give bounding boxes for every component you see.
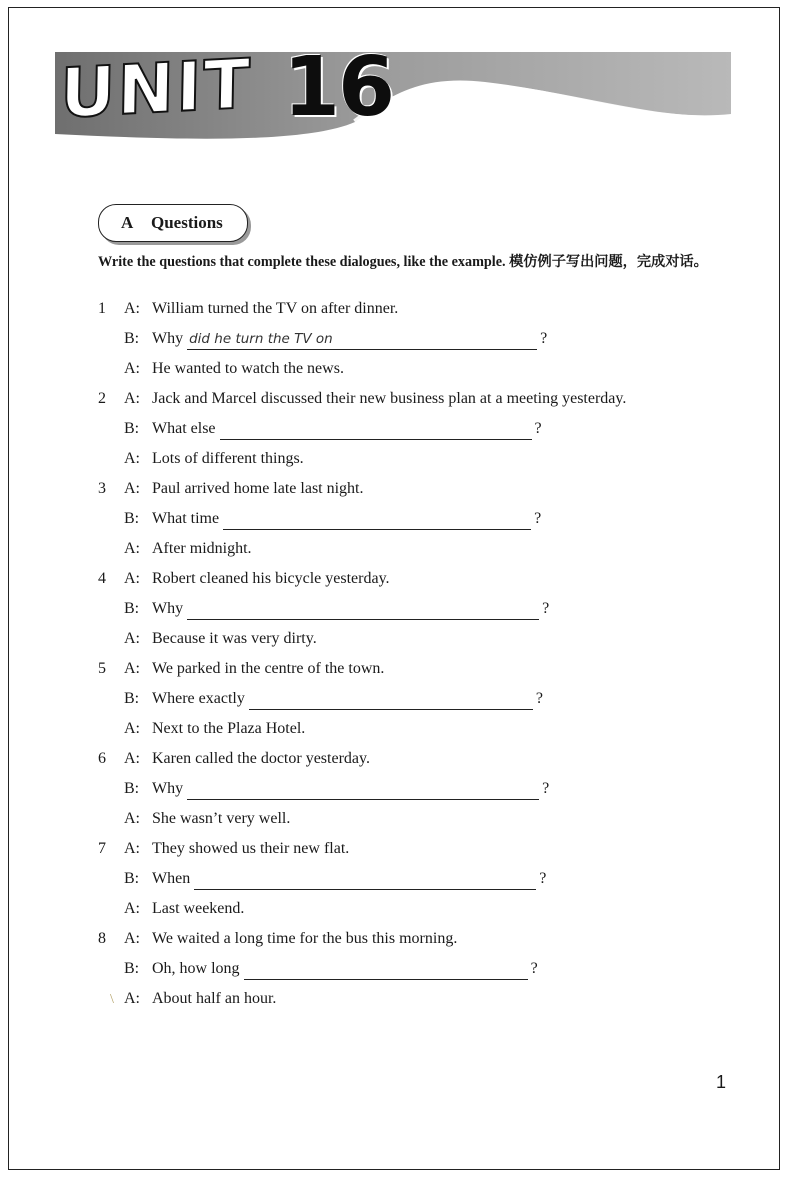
answer-blank[interactable] — [244, 962, 528, 980]
section-letter: A — [121, 213, 134, 232]
item-number: 5 — [98, 660, 106, 677]
speaker-a-label: A: — [124, 660, 140, 677]
answer-blank[interactable] — [220, 422, 532, 440]
question-mark: ? — [534, 420, 542, 437]
pencil-mark: \ — [110, 992, 114, 1007]
speaker-b-label: B: — [124, 690, 140, 707]
item-number: 2 — [98, 390, 106, 407]
speaker-a-label: A: — [124, 810, 140, 827]
unit-word: UNIT — [59, 44, 253, 135]
answer-blank[interactable] — [223, 512, 531, 530]
line-b — [152, 868, 546, 890]
answer-blank[interactable] — [194, 872, 536, 890]
unit-number: 16 — [283, 40, 394, 135]
speaker-a-label: A: — [124, 630, 140, 647]
speaker-b-label: B: — [124, 510, 140, 527]
speaker-a-label: A: — [124, 480, 140, 497]
speaker-b-label: B: — [124, 870, 140, 887]
line-b — [152, 418, 542, 440]
speaker-a-label: A: — [124, 390, 140, 407]
line-a-text: They showed us their new flat. — [152, 840, 350, 857]
section-title: Questions — [151, 213, 223, 232]
question-prompt: Why — [152, 330, 184, 347]
line-b — [152, 778, 549, 800]
question-mark: ? — [534, 510, 542, 527]
line-a-reply-text: Lots of different things. — [152, 450, 304, 467]
speaker-b-label: B: — [124, 600, 140, 617]
speaker-a-label: A: — [124, 300, 140, 317]
section-header — [98, 204, 252, 244]
question-prompt: Where exactly — [152, 690, 245, 707]
line-a-text: Robert cleaned his bicycle yesterday. — [152, 570, 390, 587]
section-pill-box — [98, 204, 248, 242]
line-a-reply-text: Last weekend. — [152, 900, 245, 917]
speaker-a-label: A: — [124, 450, 140, 467]
line-a-reply-text: About half an hour. — [152, 990, 277, 1007]
item-number: 8 — [98, 930, 106, 947]
speaker-a-label: A: — [124, 570, 140, 587]
line-a-reply-text: Because it was very dirty. — [152, 630, 317, 647]
handwritten-answer: did he turn the TV on — [189, 331, 333, 347]
speaker-a-label: A: — [124, 540, 140, 557]
question-prompt: What else — [152, 420, 216, 437]
line-b — [152, 508, 541, 530]
item-number: 1 — [98, 300, 106, 317]
speaker-a-label: A: — [124, 360, 140, 377]
answer-blank[interactable] — [187, 602, 539, 620]
question-prompt: What time — [152, 510, 220, 527]
line-a-reply-text: He wanted to watch the news. — [152, 360, 344, 377]
question-mark: ? — [535, 690, 543, 707]
question-mark: ? — [530, 960, 538, 977]
item-number: 7 — [98, 840, 106, 857]
speaker-b-label: B: — [124, 330, 140, 347]
line-a-text: William turned the TV on after dinner. — [152, 300, 399, 317]
speaker-a-label: A: — [124, 930, 140, 947]
item-number: 4 — [98, 570, 106, 587]
speaker-a-label: A: — [124, 840, 140, 857]
line-a-text: We waited a long time for the bus this morning. — [152, 930, 458, 947]
answer-blank[interactable] — [187, 782, 539, 800]
line-a-text: Paul arrived home late last night. — [152, 480, 364, 497]
page-number: 1 — [716, 1072, 727, 1092]
question-mark: ? — [539, 870, 547, 887]
line-a-reply-text: After midnight. — [152, 540, 252, 557]
question-prompt: Why — [152, 780, 184, 797]
item-number: 3 — [98, 480, 106, 497]
line-a-text: Jack and Marcel discussed their new business plan at a meeting yesterday. — [152, 390, 627, 407]
question-mark: ? — [540, 330, 548, 347]
line-a-reply-text: Next to the Plaza Hotel. — [152, 720, 306, 737]
instruction-text: Write the questions that complete these dialogues, like the example. 模仿例子写出问题，完成对话。 — [98, 254, 708, 270]
answer-blank[interactable] — [249, 692, 533, 710]
speaker-a-label: A: — [124, 900, 140, 917]
speaker-b-label: B: — [124, 960, 140, 977]
question-prompt: When — [152, 870, 191, 887]
line-b — [152, 958, 538, 980]
question-prompt: Why — [152, 600, 184, 617]
line-b — [152, 328, 547, 350]
question-prompt: Oh, how long — [152, 960, 240, 977]
question-mark: ? — [542, 780, 550, 797]
line-a-reply-text: She wasn’t very well. — [152, 810, 291, 827]
speaker-b-label: B: — [124, 780, 140, 797]
line-a-text: We parked in the centre of the town. — [152, 660, 385, 677]
speaker-a-label: A: — [124, 990, 140, 1007]
line-a-text: Karen called the doctor yesterday. — [152, 750, 370, 767]
item-number: 6 — [98, 750, 106, 767]
speaker-a-label: A: — [124, 720, 140, 737]
question-mark: ? — [542, 600, 550, 617]
answer-blank[interactable] — [187, 332, 537, 350]
speaker-a-label: A: — [124, 750, 140, 767]
line-b — [152, 688, 543, 710]
speaker-b-label: B: — [124, 420, 140, 437]
line-b — [152, 598, 549, 620]
